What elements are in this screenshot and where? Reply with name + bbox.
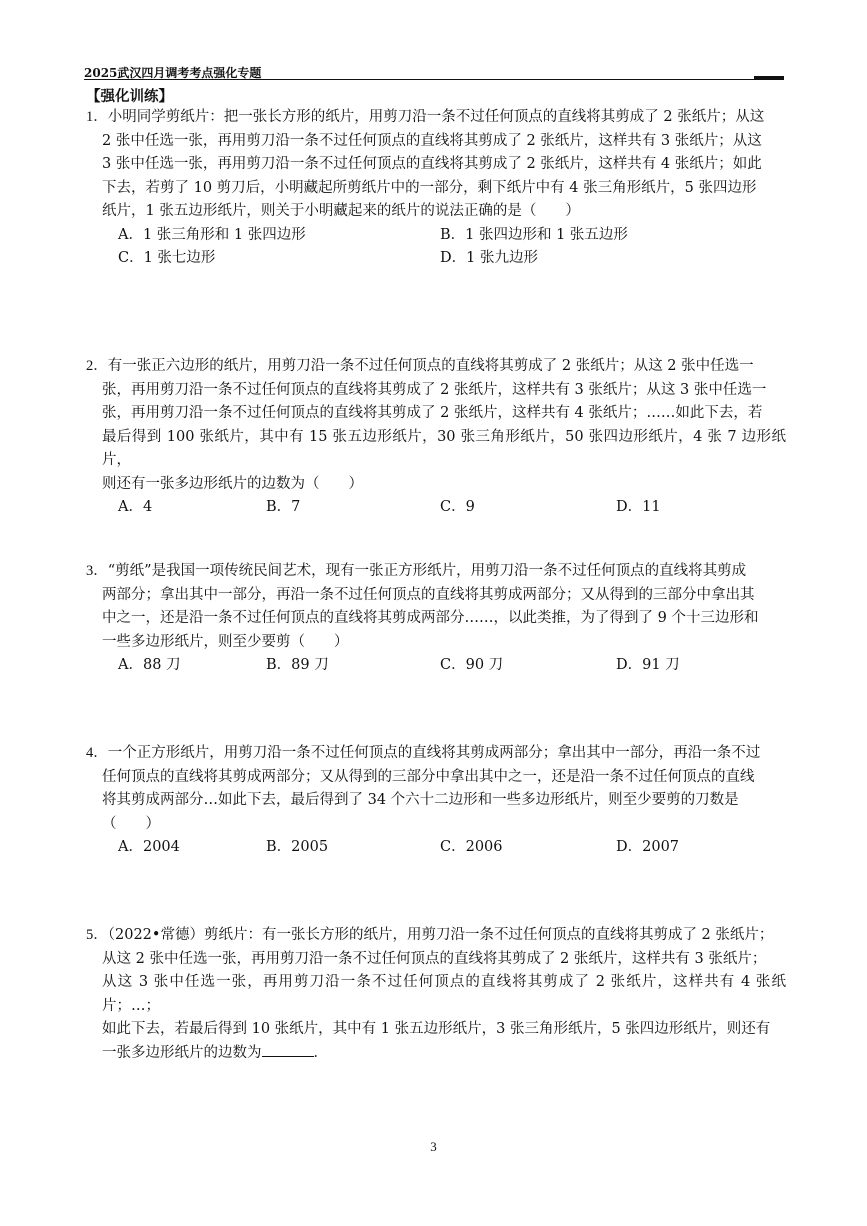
question-line: 从这 2 张中任选一张，再用剪刀沿一条不过任何顶点的直线将其剪成了 2 张纸片，这样共有 3 张纸片； (102, 950, 767, 967)
option-d[interactable]: D．11 (616, 499, 661, 515)
question-line: 一些多边形纸片，则至少要剪（ ） (102, 633, 349, 650)
header-divider-accent (754, 76, 784, 79)
question-line: 有一张正六边形的纸片，用剪刀沿一条不过任何顶点的直线将其剪成了 2 张纸片；从这 2 张中任选一 (107, 358, 754, 374)
question-number: 1． (86, 109, 108, 125)
option-b[interactable]: B．2005 (266, 839, 329, 855)
option-a[interactable]: A．2004 (118, 839, 180, 855)
question-1 (86, 106, 786, 270)
question-line: （ ） (102, 815, 160, 832)
option-b[interactable]: B．1 张四边形和 1 张五边形 (440, 226, 628, 243)
option-c[interactable]: C．9 (440, 499, 475, 515)
question-tail: ． (313, 1044, 328, 1061)
option-d[interactable]: D．1 张九边形 (440, 249, 538, 266)
question-2 (86, 355, 786, 519)
question-line: “剪纸”是我国一项传统民间艺术，现有一张正方形纸片，用剪刀沿一条不过任何顶点的直线将其剪成 (107, 563, 747, 579)
question-line: 如此下去，若最后得到 10 张纸片，其中有 1 张五边形纸片，3 张三角形纸片，5 张四边形纸片，则还有 (102, 1021, 771, 1037)
question-line: 则还有一张多边形纸片的边数为（ ） (102, 475, 363, 492)
question-line: 小明同学剪纸片：把一张长方形的纸片，用剪刀沿一条不过任何顶点的直线将其剪成了 2 张纸片；从这 (107, 109, 765, 125)
question-text (86, 924, 786, 1065)
question-number: 5． (86, 927, 108, 943)
question-3 (86, 560, 786, 677)
page-number: 3 (430, 1139, 437, 1154)
question-line: 张，再用剪刀沿一条不过任何顶点的直线将其剪成了 2 张纸片，这样共有 3 张纸片；从这 3 张中任选一 (102, 381, 767, 398)
question-line: 将其剪成两部分…如此下去，最后得到了 34 个六十二边形和一些多边形纸片，则至少要剪的刀数是 (102, 792, 739, 808)
option-c[interactable]: C．1 张七边形 (118, 249, 216, 266)
header-divider (84, 79, 784, 80)
question-number: 4． (86, 745, 108, 761)
question-line: 下去，若剪了 10 剪刀后，小明藏起所剪纸片中的一部分，剩下纸片中有 4 张三角形纸片，5 张四边形 (102, 179, 757, 196)
question-line: 任何顶点的直线将其剪成两部分；又从得到的三部分中拿出其中之一，还是沿一条不过任何顶点的直线 (102, 768, 755, 785)
question-line: 一个正方形纸片，用剪刀沿一条不过任何顶点的直线将其剪成两部分；拿出其中一部分，再沿一条不过 (107, 745, 761, 761)
question-line: 从这 3 张中任选一张，再用剪刀沿一条不过任何顶点的直线将其剪成了 2 张纸片，这样共有 4 张纸片；…； (102, 974, 786, 1014)
option-a[interactable]: A．88 刀 (118, 657, 181, 673)
question-line: 一张多边形纸片的边数为 (102, 1044, 262, 1061)
question-line: （2022•常德）剪纸片：有一张长方形的纸片，用剪刀沿一条不过任何顶点的直线将其剪成了 2 张纸片； (107, 927, 774, 943)
options-row (86, 247, 786, 270)
option-b[interactable]: B．7 (266, 499, 301, 515)
question-number: 3． (86, 563, 108, 579)
question-line: 张，再用剪刀沿一条不过任何顶点的直线将其剪成了 2 张纸片，这样共有 4 张纸片；……如此下去，若 (102, 405, 763, 421)
answer-blank[interactable] (262, 1042, 314, 1057)
option-a[interactable]: A．4 (118, 499, 153, 515)
options-row (86, 836, 786, 859)
question-4 (86, 742, 786, 859)
question-line: 中之一，还是沿一条不过任何顶点的直线将其剪成两部分……，以此类推，为了得到了 9 个十三边形和 (102, 610, 759, 626)
option-c[interactable]: C．2006 (440, 839, 503, 855)
question-line: 纸片，1 张五边形纸片，则关于小明藏起来的纸片的说法正确的是（ ） (102, 203, 580, 219)
option-d[interactable]: D．2007 (616, 839, 680, 855)
options-row (86, 224, 786, 247)
question-5 (86, 924, 786, 1065)
option-a[interactable]: A．1 张三角形和 1 张四边形 (118, 226, 306, 243)
option-d[interactable]: D．91 刀 (616, 657, 680, 673)
option-c[interactable]: C．90 刀 (440, 657, 504, 673)
question-text (86, 106, 786, 224)
question-line: 3 张中任选一张，再用剪刀沿一条不过任何顶点的直线将其剪成了 2 张纸片，这样共有 4 张纸片；如此 (102, 156, 762, 172)
section-title: 【强化训练】 (86, 88, 173, 105)
option-b[interactable]: B．89 刀 (266, 657, 329, 673)
question-text (86, 560, 786, 654)
options-row (86, 654, 786, 677)
question-line: 最后得到 100 张纸片，其中有 15 张五边形纸片，30 张三角形纸片，50 张四边形纸片，4 张 7 边形纸片， (102, 428, 786, 468)
options-row (86, 496, 786, 519)
question-line: 两部分；拿出其中一部分，再沿一条不过任何顶点的直线将其剪成两部分；又从得到的三部分中拿出其 (102, 586, 755, 603)
question-text (86, 742, 786, 836)
question-number: 2． (86, 358, 108, 374)
question-line: 2 张中任选一张，再用剪刀沿一条不过任何顶点的直线将其剪成了 2 张纸片，这样共有 3 张纸片；从这 (102, 132, 762, 149)
question-text (86, 355, 786, 496)
page-header-title: 2025武汉四月调考考点强化专题 (84, 66, 262, 80)
